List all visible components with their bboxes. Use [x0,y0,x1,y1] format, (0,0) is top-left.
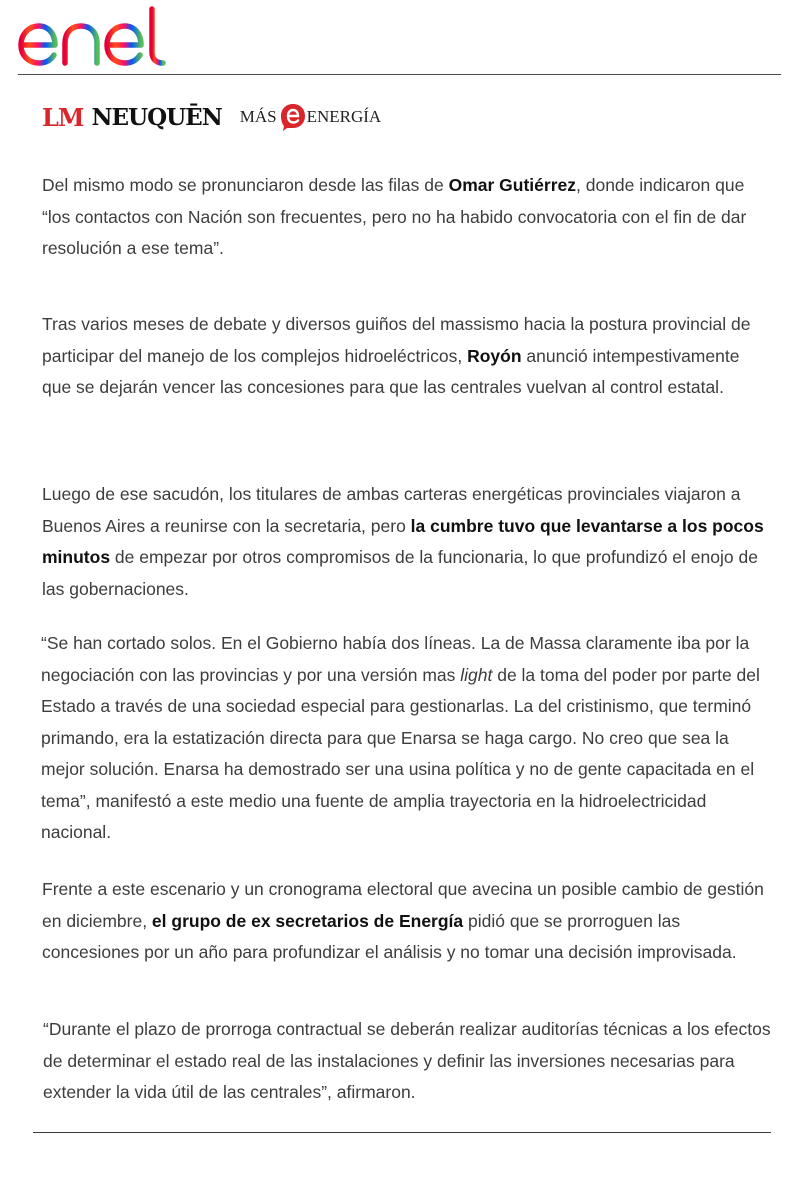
paragraph-6 [43,1014,773,1109]
paragraph-text: , donde indicaron que “los contactos con Nación son frecuentes, pero no ha habido convocatoria con el fin de dar resolución a ese tema”. [42,175,747,258]
e-speech-bubble-icon [280,103,306,131]
paragraph-3 [42,479,772,605]
paragraph-text: “Durante el plazo de prorroga contractual se deberán realizar auditorías técnicas a los efectos de determinar el estado real de las instalaciones y definir las inversiones necesarias para extender la vida útil de las centrales”, afirmaron. [43,1019,771,1102]
paragraph-text: “Se han cortado solos. En el Gobierno había dos líneas. La de Massa claramente iba por la negociación con las provincias y por una versión mas [41,633,750,685]
paragraph-text: de la toma del poder por parte del Estado a través de una sociedad especial para gestionarlas. La del cristinismo, que terminó primando, era la estatización directa para que Enarsa se haga cargo. No creo que sea la mejor solución. Enarsa ha demostrado ser una usina política y no de gente capacitada en el tema”, manifestó a este medio una fuente de amplia trayectoria en la hidroelectricidad nacional. [41,664,760,842]
highlight-text: Royón [467,345,522,366]
paragraph-4 [41,628,771,849]
neuquen-logo[interactable]: NEUQUĒN [91,103,222,131]
highlight-text: el grupo de ex secretarios de Energía [151,910,464,931]
paragraph-text: Luego de ese sacudón, los titulares de ambas carteras energéticas provinciales viajaron a Buenos Aires a reunirse con la secretaria, pero [42,484,741,536]
paragraph-text: de empezar por otros compromisos de la funcionaria, lo que profundizó el enojo de las gobernaciones. [42,547,758,599]
paragraph-text: pidió que se prorroguen las concesiones por un año para profundizar el análisis y no tomar una decisión improvisada. [42,910,737,962]
paragraph-2 [42,309,772,404]
paragraph-5 [42,874,772,969]
paragraph-text: Del mismo modo se pronunciaron desde las filas de [42,175,449,195]
highlight-text: Omar Gutiérrez [448,175,576,195]
paragraph-text: anunció intempestivamente que se dejarán vencer las concesiones para que las centrales vuelvan al control estatal. [42,345,740,397]
header-divider [18,74,781,75]
mas-label: MÁS [239,107,277,126]
paragraph-1 [42,170,772,265]
italic-text: light [460,664,493,685]
highlight-text: la cumbre tuvo que levantarse a los pocos minutos [42,515,764,567]
paragraph-text: Frente a este escenario y un cronograma electoral que avecina un posible cambio de gestión en diciembre, [42,879,764,931]
paragraph-text: Tras varios meses de debate y diversos guiños del massismo hacia la postura provincial de participar del manejo de los complejos hidroeléctricos, [42,314,751,366]
masthead [42,100,381,134]
energia-label: ENERGÍA [306,107,382,126]
lm-logo[interactable]: LM [42,102,84,132]
footer-divider [33,1132,771,1133]
enel-logo[interactable] [18,6,180,66]
